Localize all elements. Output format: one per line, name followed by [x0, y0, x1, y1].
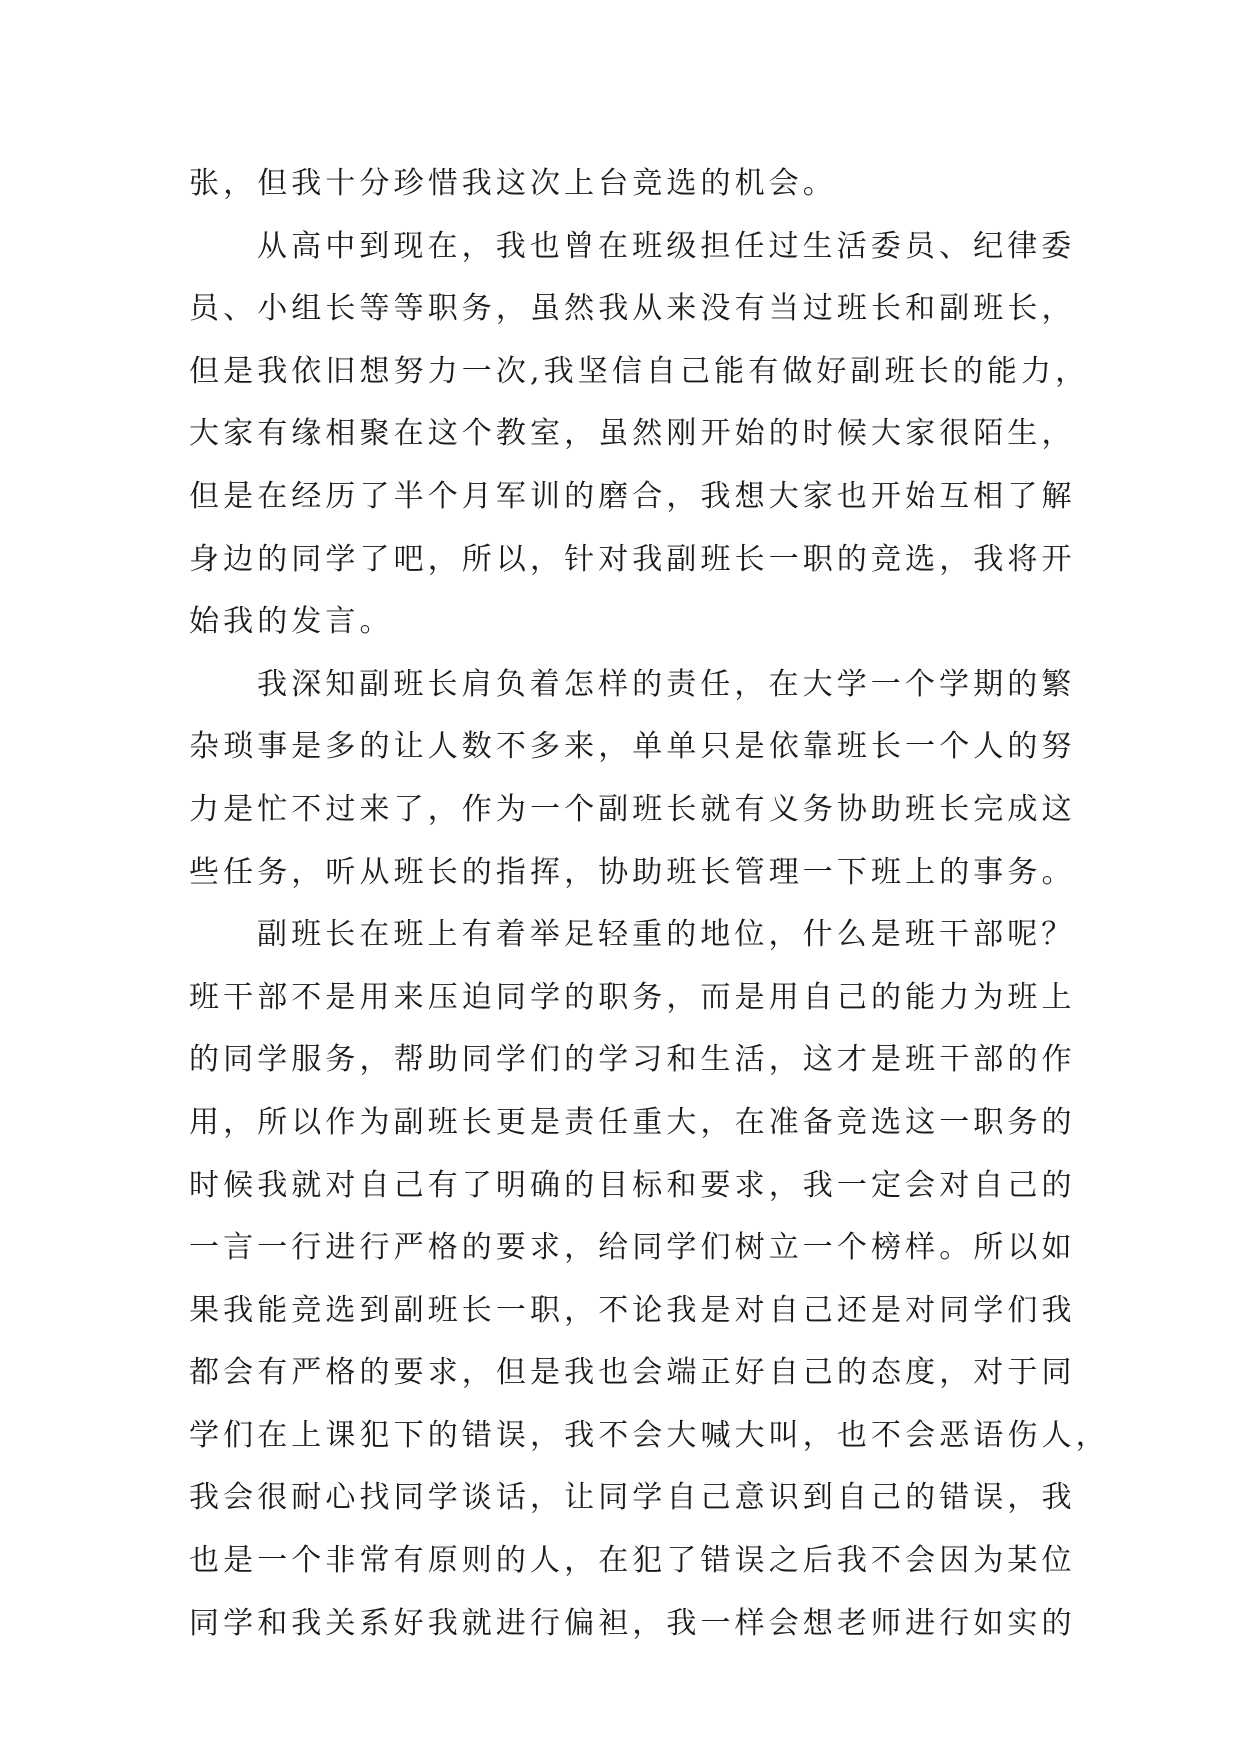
text-line: 同学和我关系好我就进行偏袒，我一样会想老师进行如实的 [189, 1605, 1076, 1641]
text-line: 但是在经历了半个月军训的磨合，我想大家也开始互相了解 [189, 478, 1076, 514]
paragraph-first-line: 从高中到现在，我也曾在班级担任过生活委员、纪律委 [257, 228, 1076, 264]
text-line: 也是一个非常有原则的人，在犯了错误之后我不会因为某位 [189, 1543, 1076, 1579]
text-line: 大家有缘相聚在这个教室，虽然刚开始的时候大家很陌生， [189, 416, 1076, 452]
paragraph-first-line: 我深知副班长肩负着怎样的责任，在大学一个学期的繁 [257, 666, 1076, 702]
text-line: 身边的同学了吧，所以，针对我副班长一职的竞选，我将开 [189, 541, 1076, 577]
text-line: 一言一行进行严格的要求，给同学们树立一个榜样。所以如 [189, 1230, 1076, 1266]
text-line: 时候我就对自己有了明确的目标和要求，我一定会对自己的 [189, 1167, 1076, 1203]
text-line: 始我的发言。 [189, 604, 394, 640]
paragraph-first-line: 副班长在班上有着举足轻重的地位，什么是班干部呢？ [257, 917, 1076, 953]
text-line: 杂琐事是多的让人数不多来，单单只是依靠班长一个人的努 [189, 729, 1076, 765]
text-line: 我会很耐心找同学谈话，让同学自己意识到自己的错误，我 [189, 1480, 1076, 1516]
text-line: 的同学服务，帮助同学们的学习和生活，这才是班干部的作 [189, 1042, 1076, 1078]
body-text [189, 153, 1110, 1655]
text-line: 班干部不是用来压迫同学的职务，而是用自己的能力为班上 [189, 979, 1076, 1015]
text-line: 果我能竞选到副班长一职，不论我是对自己还是对同学们我 [189, 1292, 1076, 1328]
text-line: 学们在上课犯下的错误，我不会大喊大叫，也不会恶语伤人， [189, 1417, 1110, 1453]
text-line: 些任务，听从班长的指挥，协助班长管理一下班上的事务。 [189, 854, 1076, 890]
text-line: 用，所以作为副班长更是责任重大，在准备竞选这一职务的 [189, 1104, 1076, 1140]
text-line: 张，但我十分珍惜我这次上台竞选的机会。 [189, 166, 837, 201]
text-line: 力是忙不过来了，作为一个副班长就有义务协助班长完成这 [189, 791, 1076, 827]
text-line: 但是我依旧想努力一次,我坚信自己能有做好副班长的能力， [189, 353, 1090, 389]
text-line: 员、小组长等等职务，虽然我从来没有当过班长和副班长， [189, 291, 1076, 327]
text-line: 都会有严格的要求，但是我也会端正好自己的态度，对于同 [189, 1355, 1076, 1391]
